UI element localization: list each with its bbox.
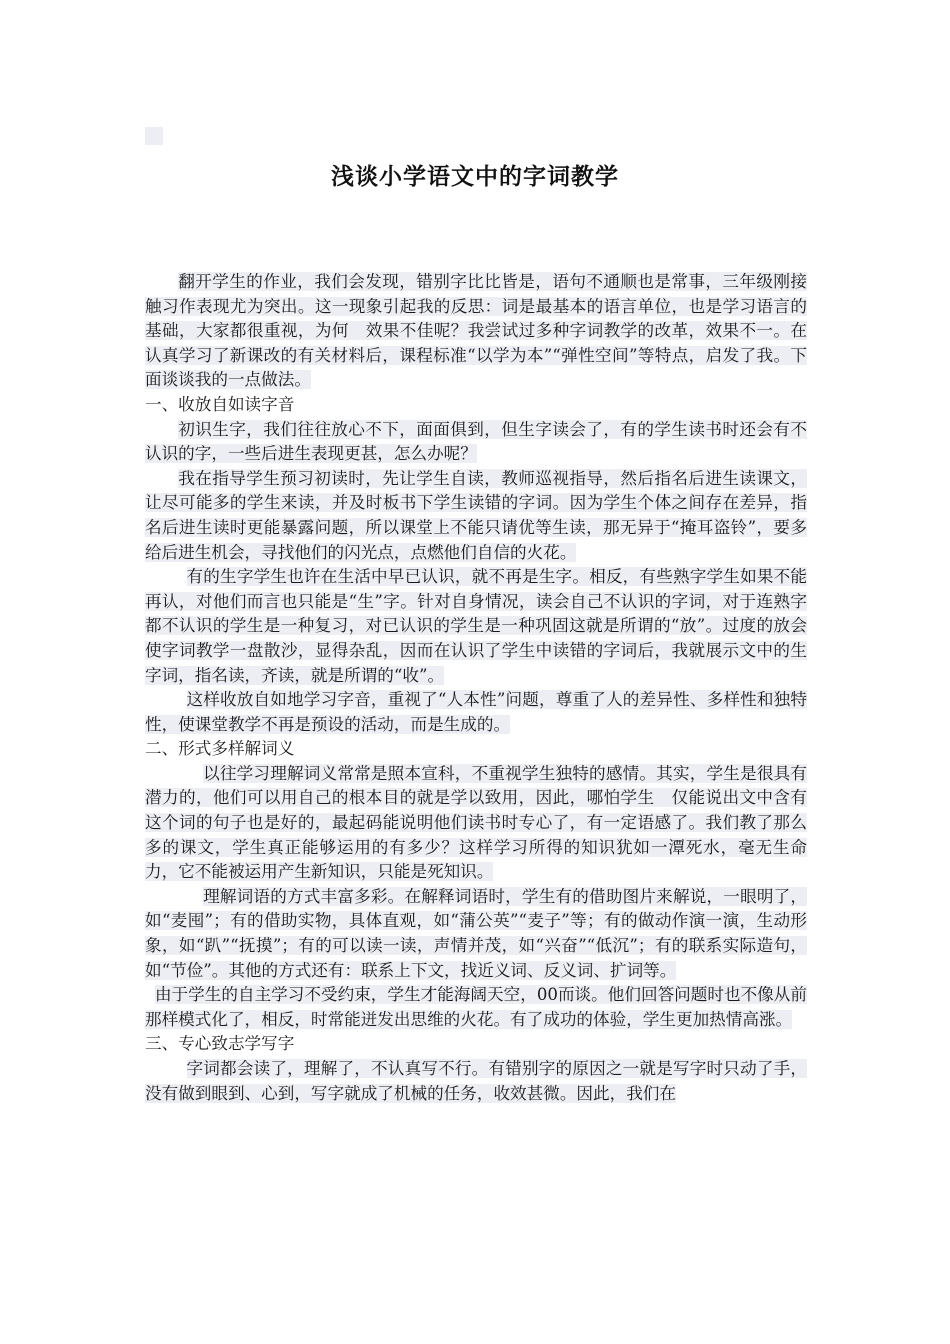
section-heading xyxy=(145,737,807,762)
body-paragraph xyxy=(145,688,807,737)
paragraph-text: 有的生字学生也许在生活中早已认识，就不再是生字。相反，有些熟字学生如果不能再认，对他们而言也只能是“生”字。针对自身情况，读会自己不认识的字词，对于连熟字都不认识的学生是一种复习，对已认识的学生是一种巩固这就是所谓的“放”。过度的放会使字词教学一盘散沙，显得杂乱，因而在认识了学生中读错的字词后，我就展示文中的生字词，指名读，齐读，就是所谓的“收”。 xyxy=(145,567,807,685)
body-paragraph xyxy=(145,418,807,467)
paragraph-text: 这样收放自如地学习字音，重视了“人本性”问题，尊重了人的差异性、多样性和独特性，使课堂教学不再是预设的活动，而是生成的。 xyxy=(145,690,807,734)
paragraph-text: 翻开学生的作业，我们会发现，错别字比比皆是，语句不通顺也是常事，三年级刚接触习作表现尤为突出。这一现象引起我的反思：词是最基本的语言单位，也是学习语言的基础，大家都很重视，为何 效果不佳呢？我尝试过多种字词教学的改革，效果不一。在认真学习了新课改的有关材料后，课程标准“以学为本”“弹性空间”等特点，启发了我。下面谈谈我的一点做法。 xyxy=(145,272,807,390)
document-title: 浅谈小学语文中的字词教学 xyxy=(331,163,619,190)
paragraph-text: 以往学习理解词义常常是照本宣科，不重视学生独特的感情。其实，学生是很具有潜力的，他们可以用自己的根本目的就是学以致用，因此，哪怕学生 仅能说出文中含有这个词的句子也是好的，最起码能说明他们读书时专心了，有一定语感了。我们教了那么多的课文，学生真正能够运用的有多少？这样学习所得的知识犹如一潭死水，毫无生命力，它不能被运用产生新知识，只能是死知识。 xyxy=(145,763,807,882)
paragraph-text: 由于学生的自主学习不受约束，学生才能海阔天空，00而谈。他们回答问题时也不像从前那样模式化了，相反，时常能迸发出思维的火花。有了成功的体验，学生更加热情高涨。 xyxy=(145,985,807,1029)
body-paragraph xyxy=(145,467,807,565)
section-heading-text: 三、专心致志学写字 xyxy=(145,1034,295,1054)
body-paragraph xyxy=(145,983,807,1032)
paragraph-text: 初识生字，我们往往放心不下，面面俱到，但生字读会了，有的学生读书时还会有不认识的字，一些后进生表现更甚，怎么办呢？ xyxy=(145,419,807,464)
section-heading-text: 二、形式多样解词义 xyxy=(145,739,295,759)
section-heading-text: 一、收放自如读字音 xyxy=(145,394,295,414)
paragraph-text: 字词都会读了，理解了，不认真写不行。有错别字的原因之一就是写字时只动了手，没有做到眼到、心到，写字就成了机械的任务，收效甚微。因此，我们在 xyxy=(145,1059,807,1103)
body-paragraph xyxy=(145,565,807,688)
body-paragraph xyxy=(145,270,807,393)
body-paragraph xyxy=(145,1057,807,1106)
paragraph-text: 我在指导学生预习初读时，先让学生自读，教师巡视指导，然后指名后进生读课文，让尽可能多的学生来读，并及时板书下学生读错的字词。因为学生个体之间存在差异，指名后进生读时更能暴露问题，所以课堂上不能只请优等生读，那无异于“掩耳盗铃”，要多给后进生机会，寻找他们的闪光点，点燃他们自信的火花。 xyxy=(145,468,807,562)
section-heading xyxy=(145,393,807,418)
body-paragraph xyxy=(145,885,807,983)
section-heading xyxy=(145,1032,807,1057)
paragraph-text: 理解词语的方式丰富多彩。在解释词语时，学生有的借助图片来解说，一眼明了，如“麦囤”；有的借助实物，具体直观，如“蒲公英”“麦子”等；有的做动作演一演，生动形象，如“趴”“抚摸”；有的可以读一读，声情并茂，如“兴奋”“低沉”；有的联系实际造句，如“节俭”。其他的方式还有：联系上下文，找近义词、反义词、扩词等。 xyxy=(145,886,807,980)
corner-mark xyxy=(145,127,163,145)
document-body xyxy=(145,270,807,1106)
body-paragraph xyxy=(145,762,807,885)
